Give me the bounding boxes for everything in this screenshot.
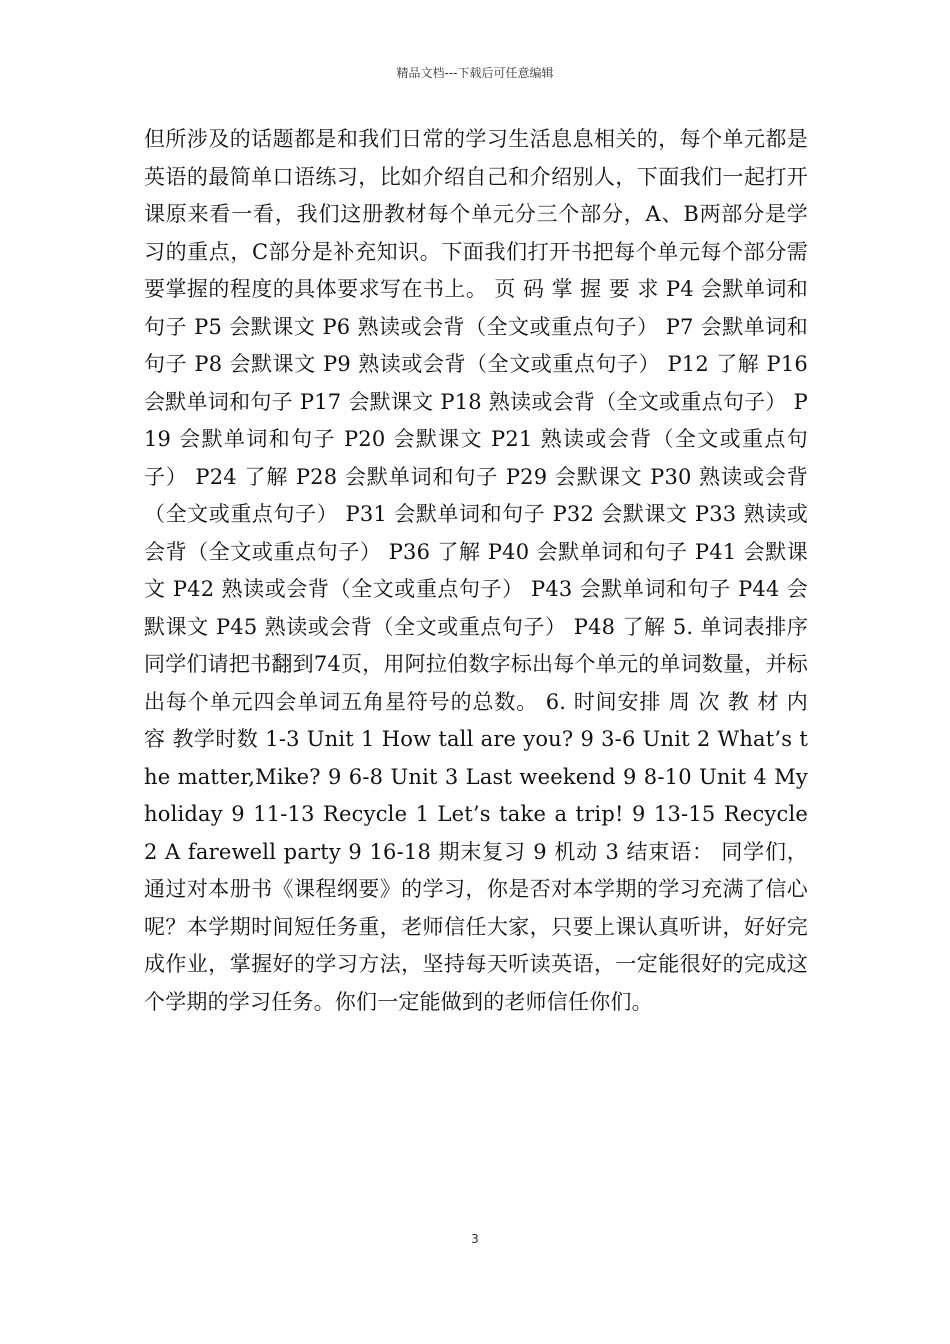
page-header: 精品文档---下载后可任意编辑 xyxy=(396,66,554,80)
page-number: 3 xyxy=(471,1232,479,1246)
body-paragraph: 但所涉及的话题都是和我们日常的学习生活息息相关的，每个单元都是英语的最简单口语练习，比如介绍自己和介绍别人，下面我们一起打开课原来看一看，我们这册教材每个单元分三个部分，A、B两部分是学习的重点，C部分是补充知识。下面我们打开书把每个单元每个部分需要掌握的程度的具体要求写在书上。 页 码 掌 握 要 求 P4 会默单词和句子 P5 会默课文 P6 熟读或会背（全文或重点句子） P7 会默单词和句子 P8 会默课文 P9 熟读或会背（全文或重点句子） P12 了解 P16 会默单词和句子 P17 会默课文 P18 熟读或会背（全文或重点句子） P19 会默单词和句子 P20 会默课文 P21 熟读或会背（全文或重点句子） P24 了解 P28 会默单词和句子 P29 会默课文 P30 熟读或会背（全文或重点句子） P31 会默单词和句子 P32 会默课文 P33 熟读或会背（全文或重点句子） P36 了解 P40 会默单词和句子 P41 会默课文 P42 熟读或会背（全文或重点句子） P43 会默单词和句子 P44 会默课文 P45 熟读或会背（全文或重点句子） P48 了解 5. 单词表排序 同学们请把书翻到74页，用阿拉伯数字标出每个单元的单词数量，并标出每个单元四会单词五角星符号的总数。 6. 时间安排 周 次 教 材 内 容 教学时数 1-3 Unit 1 How tall are you? 9 3-6 Unit 2 What’s the matter,Mike? 9 6-8 Unit 3 Last weekend 9 8-10 Unit 4 My holiday 9 11-13 Recycle 1 Let’s take a trip! 9 13-15 Recycle 2 A farewell party 9 16-18 期末复习 9 机动 3 结束语： 同学们，通过对本册书《课程纲要》的学习，你是否对本学期的学习充满了信心呢？本学期时间短任务重，老师信任大家，只要上课认真听讲，好好完成作业，掌握好的学习方法，坚持每天听读英语，一定能很好的完成这个学期的学习任务。你们一定能做到的老师信任你们。 xyxy=(144,127,808,1014)
